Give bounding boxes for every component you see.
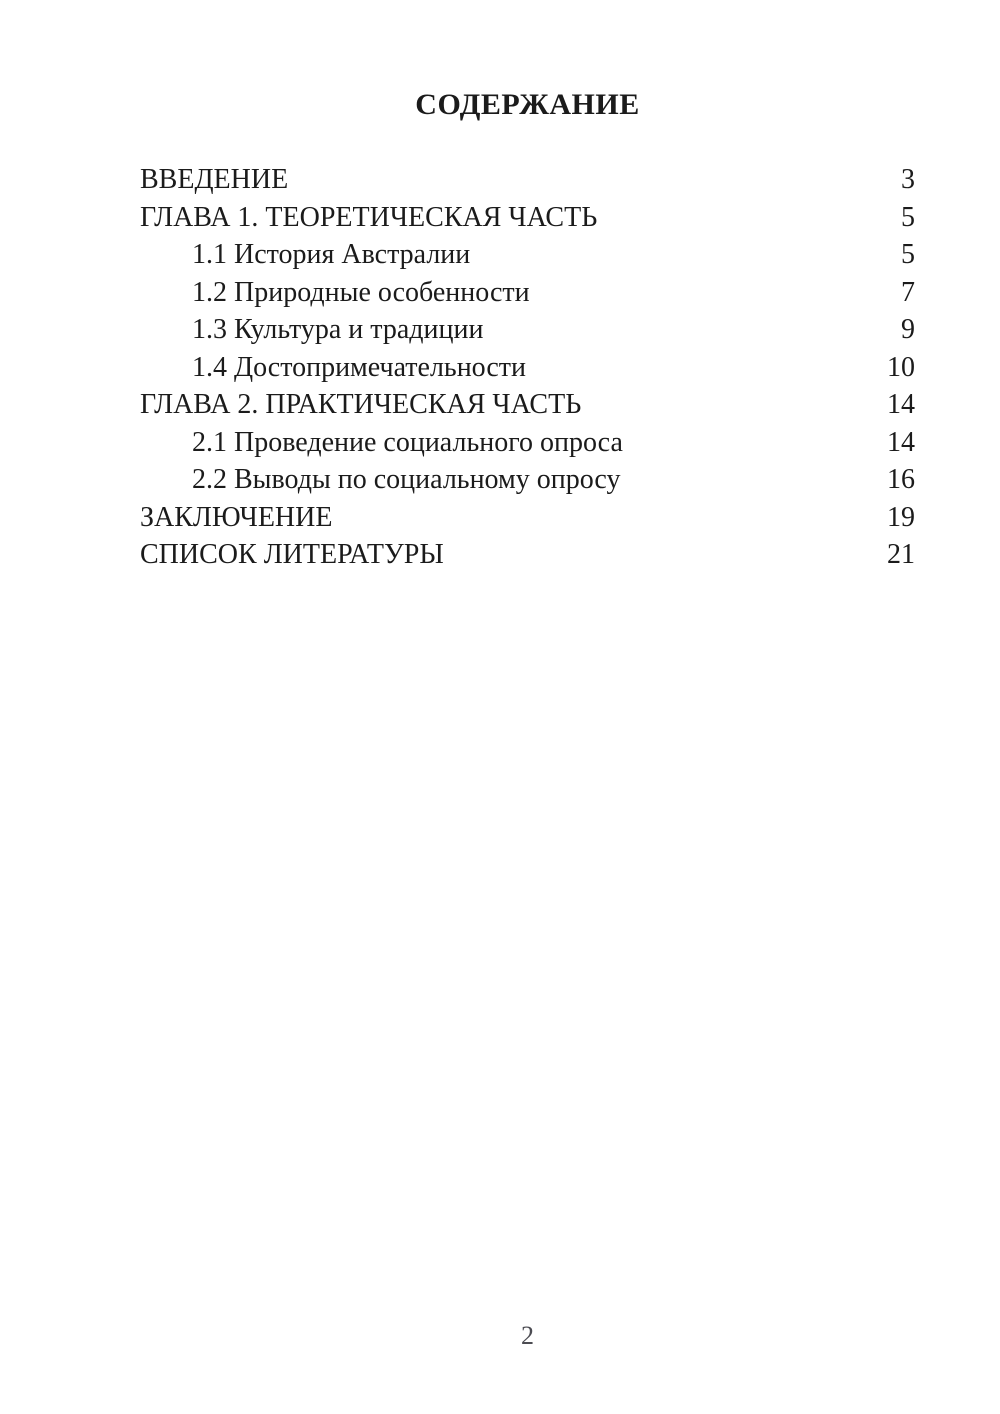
toc-entry-page: 16: [887, 464, 915, 495]
toc-entry-page: 3: [901, 164, 915, 195]
toc-entry: [140, 311, 915, 349]
toc-entry: [140, 199, 915, 237]
toc-entry: [140, 424, 915, 462]
toc-entry-label: 2.1 Проведение социального опроса: [192, 426, 623, 458]
toc-entry-page: 5: [901, 239, 915, 270]
toc-entry-page: 19: [887, 501, 915, 533]
toc-entry-page: 14: [887, 426, 915, 458]
toc-entry-label: 1.3 Культура и традиции: [192, 314, 484, 345]
toc-entry-label: ГЛАВА 2. ПРАКТИЧЕСКАЯ ЧАСТЬ: [140, 389, 582, 420]
toc-entry-label: ГЛАВА 1. ТЕОРЕТИЧЕСКАЯ ЧАСТЬ: [140, 201, 598, 233]
page-number: 2: [521, 1321, 534, 1350]
toc-entry: [140, 499, 915, 537]
page-title: СОДЕРЖАНИЕ: [415, 88, 640, 121]
toc-entry: [140, 349, 915, 387]
table-of-contents: [140, 161, 915, 574]
toc-entry-page: 21: [887, 539, 915, 570]
toc-entry-page: 5: [901, 201, 915, 233]
toc-entry-page: 9: [901, 314, 915, 345]
toc-entry: [140, 536, 915, 574]
toc-entry-page: 14: [887, 389, 915, 420]
toc-entry: [140, 236, 915, 274]
toc-entry: [140, 274, 915, 312]
toc-entry-page: 10: [887, 351, 915, 383]
toc-entry-label: ЗАКЛЮЧЕНИЕ: [140, 501, 333, 533]
toc-entry-page: 7: [901, 276, 915, 308]
toc-entry-label: 1.4 Достопримечательности: [192, 351, 527, 383]
toc-entry-label: 1.1 История Австралии: [192, 239, 471, 270]
toc-entry-label: 1.2 Природные особенности: [192, 276, 530, 308]
toc-entry-label: СПИСОК ЛИТЕРАТУРЫ: [140, 539, 444, 570]
toc-entry: [140, 461, 915, 499]
toc-entry-label: 2.2 Выводы по социальному опросу: [192, 464, 621, 495]
toc-entry: [140, 161, 915, 199]
toc-entry-label: ВВЕДЕНИЕ: [140, 164, 289, 195]
toc-entry: [140, 386, 915, 424]
